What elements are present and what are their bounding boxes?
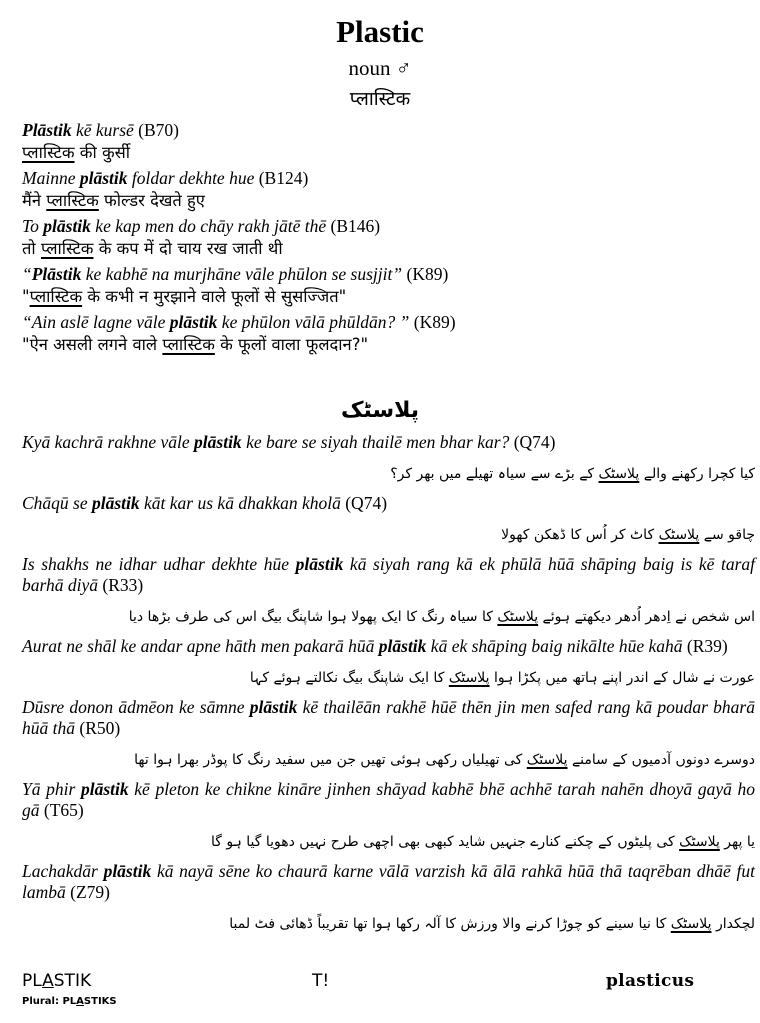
keyword-underlined: प्लास्टिक — [29, 287, 83, 306]
urdu-headword: پلاسٹک — [340, 398, 420, 423]
source-ref: (T65) — [39, 800, 84, 820]
latin-etymology: plasticus — [606, 971, 695, 991]
keyword-underlined: प्लास्टिक — [22, 143, 75, 162]
romanized-sentence: Chāqū se plāstik kāt kar us kā dhakkan kholā (Q74) — [22, 493, 388, 513]
example-urdu — [22, 493, 755, 546]
keyword: Plāstik — [31, 264, 82, 284]
keyword-underlined: پلاسٹک — [448, 670, 490, 686]
stressed-letter: A — [76, 996, 84, 1007]
source-ref: (K89) — [402, 264, 449, 284]
urdu-sentence: یا پھر پلاسٹک کی پلیٹوں کے چکنے کنارے جنہیں شاید کبھی بھی اچھی طرح نہیں دھویا گیا ہو گا — [210, 834, 755, 850]
plural-form: Plural: PLASTIKS — [22, 996, 117, 1007]
keyword: plāstik — [103, 861, 152, 881]
example-urdu — [22, 697, 755, 771]
keyword: plāstik — [194, 432, 242, 452]
keyword-underlined: پلاسٹک — [670, 916, 712, 932]
part-of-speech: noun ♂ — [348, 56, 412, 80]
romanized-sentence: Kyā kachrā rakhne vāle plāstik ke bare se siyah thailē men bhar kar? (Q74) — [22, 432, 556, 452]
source-ref: (R50) — [75, 718, 121, 738]
source-ref: (B146) — [326, 216, 381, 236]
keyword-underlined: پلاسٹک — [658, 527, 700, 543]
keyword-underlined: پلاسٹک — [497, 609, 539, 625]
source-ref: (B124) — [254, 168, 309, 188]
source-ref: (K89) — [409, 312, 456, 332]
romanized-sentence: Aurat ne shāl ke andar apne hāth men pakarā hūā plāstik kā ek shāping baig nikālte hūe kahā (R39) — [22, 636, 728, 656]
source-ref: (R33) — [98, 575, 144, 595]
romanized-sentence: “Plāstik ke kabhē na murjhāne vāle phūlon se susjjit” (K89) — [22, 264, 449, 284]
example-hindi — [22, 264, 752, 308]
example-hindi — [22, 312, 752, 356]
urdu-sentence: اس شخص نے اِدھر اُدھر دیکھتے ہوئے پلاسٹک کا سیاہ رنگ کا ایک پھولا ہوا شاپنگ بیگ اس کی طرف بڑھا دیا — [128, 609, 755, 625]
keyword: Plāstik — [22, 120, 72, 140]
keyword: plāstik — [295, 554, 344, 574]
example-urdu — [22, 636, 755, 689]
source-ref: (R39) — [682, 636, 728, 656]
keyword: plāstik — [43, 216, 91, 236]
stressed-letter: A — [42, 971, 54, 991]
romanized-sentence: Yā phir plāstik kē pleton ke chikne kināre jinhen shāyad kabhē bhē achhē tarah nahēn dhoyā gayā ho gā (T65) — [22, 779, 755, 820]
romanized-sentence: To plāstik ke kap men do chāy rakh jātē thē (B146) — [22, 216, 381, 236]
devanagari-sentence: मैंने प्लास्टिक फोल्डर देखते हुए — [22, 191, 205, 210]
urdu-examples — [22, 432, 755, 943]
devanagari-sentence: "प्लास्टिक के कभी न मुरझाने वाले फूलों से सुसज्जित" — [22, 287, 347, 306]
hindi-examples — [22, 120, 752, 360]
urdu-sentence: کیا کچرا رکھنے والے پلاسٹک کے بڑے سے سیاہ تھیلے میں بھر کر؟ — [390, 466, 755, 482]
example-hindi — [22, 216, 752, 260]
romanized-sentence: Is shakhs ne idhar udhar dekhte hūe plāstik kā siyah rang kā ek phūlā hūā shāping baig is kē taraf barhā diyā (R33) — [22, 554, 755, 595]
devanagari-sentence: तो प्लास्टिक के कप में दो चाय रख जाती थी — [22, 239, 283, 258]
example-urdu — [22, 432, 755, 485]
hindi-headword: प्लास्टिक — [349, 88, 411, 110]
keyword: plāstik — [92, 493, 140, 513]
keyword: plāstik — [249, 697, 298, 717]
urdu-sentence: عورت نے شال کے اندر اپنے ہاتھ میں پکڑا ہوا پلاسٹک کا ایک شاپنگ بیگ نکالتے ہوئے کہا — [249, 670, 755, 686]
devanagari-sentence: "ऐन असली लगने वाले प्लास्टिक के फूलों वाला फूलदान?" — [22, 335, 369, 354]
source-ref: (Q74) — [509, 432, 556, 452]
example-urdu — [22, 779, 755, 853]
example-urdu — [22, 554, 755, 628]
keyword: plāstik — [79, 168, 128, 188]
romanized-sentence: Lachakdār plāstik kā nayā sēne ko chaurā karne vālā varzish kā ālā rahkā hūā thā taqrēban dhāē fut lambā (Z79) — [22, 861, 756, 902]
romanized-sentence: Plāstik kē kursē (B70) — [22, 120, 179, 140]
urdu-sentence: دوسرے دونوں آدمیوں کے سامنے پلاسٹک کی تھیلیاں رکھی ہوئی تھیں جن میں سفید رنگ کا پوڈر بھرا ہوا تھا — [134, 752, 755, 768]
urdu-sentence: لچکدار پلاسٹک کا نیا سینے کو چوڑا کرنے والا ورزش کا آلہ رکھا ہوا تھا تقریباً ڈھائی فٹ لمبا — [229, 916, 755, 932]
devanagari-sentence: प्लास्टिक की कुर्सी — [22, 143, 131, 162]
keyword-underlined: پلاسٹک — [679, 834, 720, 850]
keyword-underlined: پلاسٹک — [526, 752, 568, 768]
example-hindi — [22, 168, 752, 212]
source-ref: (B70) — [133, 120, 179, 140]
urdu-sentence: چاقو سے پلاسٹک کاٹ کر اُس کا ڈھکن کھولا — [501, 527, 755, 543]
entry-title: Plastic — [336, 14, 424, 49]
romanized-sentence: Dūsre donon ādmēon ke sāmne plāstik kē thailēān rakhē hūē thēn jin men safed rang kā poudar bharā hūā thā (R50) — [22, 697, 755, 738]
word-caps: PLASTIK — [22, 971, 92, 991]
source-ref: (Z79) — [65, 882, 110, 902]
keyword: plāstik — [169, 312, 218, 332]
keyword-underlined: प्लास्टिक — [162, 335, 215, 354]
keyword-underlined: प्लास्टिक — [46, 191, 99, 210]
keyword-underlined: प्लास्टिक — [40, 239, 94, 258]
example-hindi — [22, 120, 752, 164]
marker-label: T! — [312, 971, 330, 991]
romanized-sentence: Mainne plāstik foldar dekhte hue (B124) — [22, 168, 309, 188]
keyword: plāstik — [378, 636, 427, 656]
source-ref: (Q74) — [340, 493, 388, 513]
romanized-sentence: “Ain aslē lagne vāle plāstik ke phūlon vālā phūldān? ” (K89) — [22, 312, 456, 332]
example-urdu — [22, 861, 755, 935]
keyword-underlined: پلاسٹک — [598, 466, 640, 482]
keyword: plāstik — [80, 779, 129, 799]
